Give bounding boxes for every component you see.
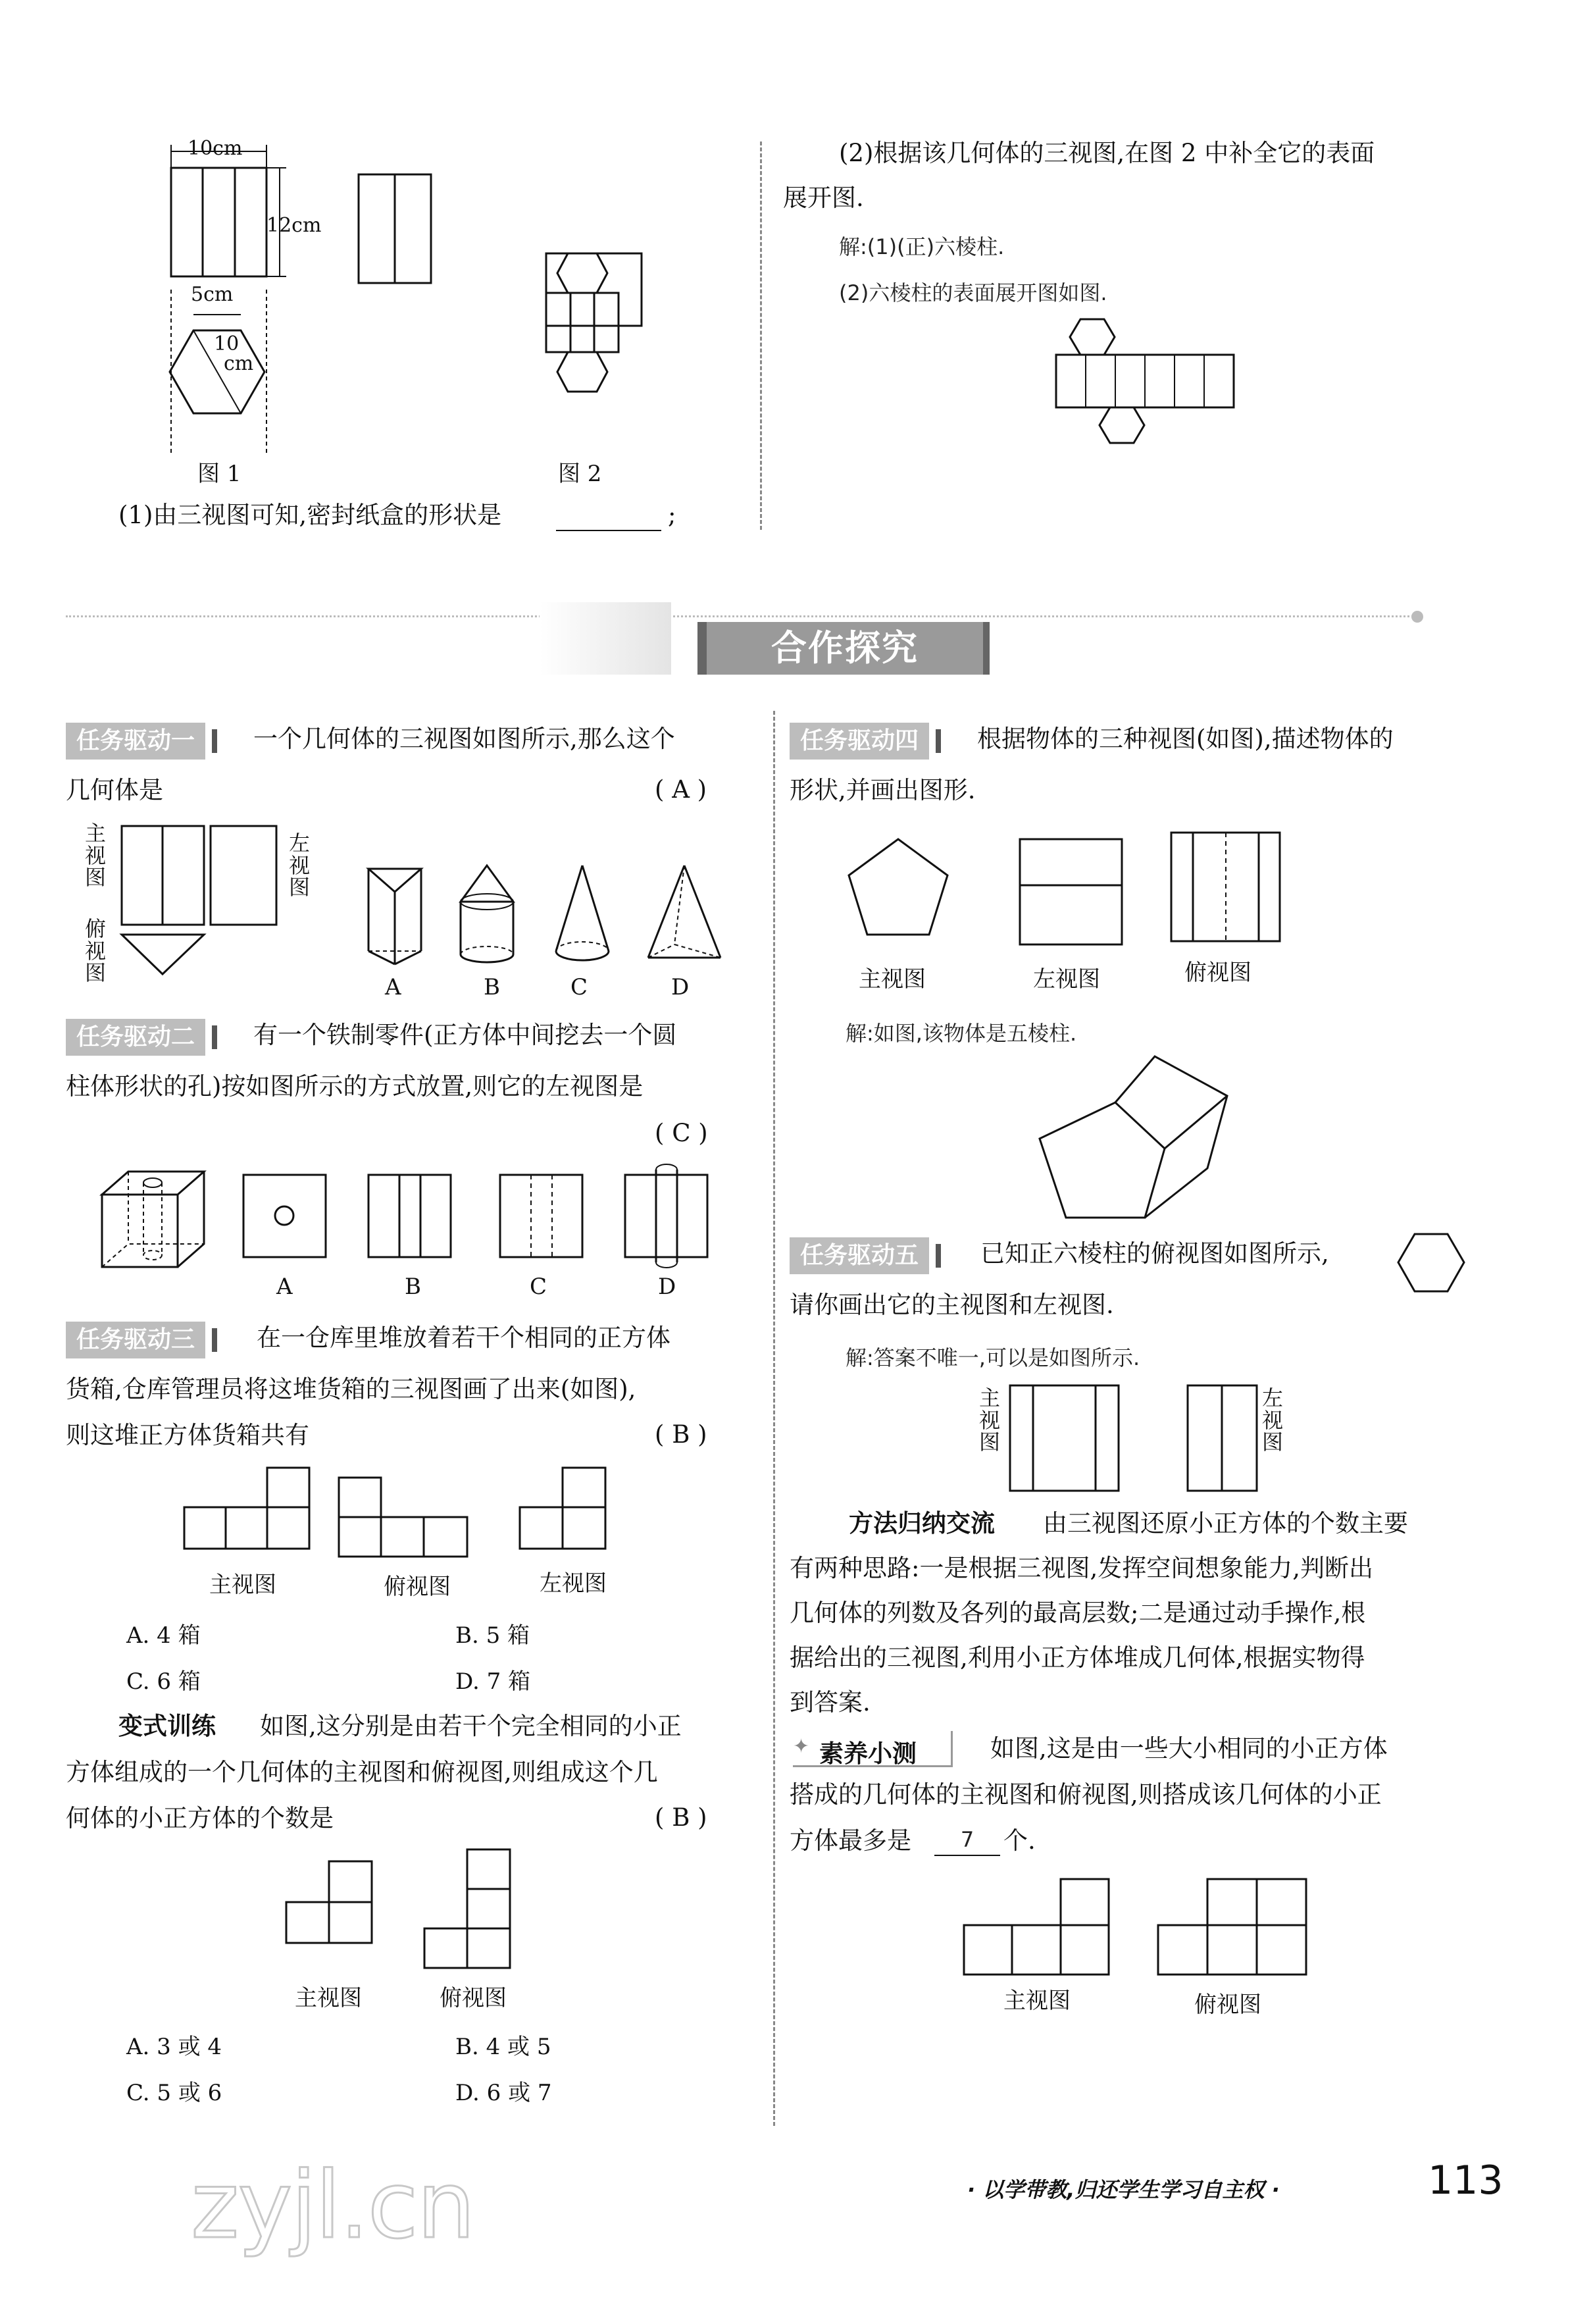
section-header-decoration (540, 602, 671, 675)
watermark: zyjl.cn (191, 2152, 474, 2259)
quiz-text3-pre: 方体最多是 (790, 1826, 911, 1855)
column-divider-main (773, 711, 775, 2126)
task2-option-b[interactable]: B (405, 1274, 421, 1300)
task3-main-view (181, 1468, 313, 1560)
quiz-text2: 搭成的几何体的主视图和俯视图,则搭成该几何体的小正 (790, 1780, 1382, 1809)
task2-text1: 有一个铁制零件(正方体中间挖去一个圆 (253, 1021, 677, 1049)
task3-choice-b[interactable]: B. 5 箱 (455, 1622, 530, 1649)
task3-choice-d[interactable]: D. 7 箱 (455, 1668, 531, 1695)
section-header-band (66, 615, 1421, 619)
task1-option-b[interactable]: B (484, 974, 500, 1000)
method-text3: 几何体的列数及各列的最高层数;二是通过动手操作,根 (790, 1599, 1366, 1627)
dim-width-label: 10cm (188, 137, 243, 160)
task5-left-view (1184, 1382, 1263, 1494)
task2-tag: 任务驱动二 (66, 1019, 205, 1056)
figure-2-caption: 图 2 (558, 461, 602, 487)
quiz-main-view (961, 1876, 1112, 1981)
task2-option-d-view (622, 1166, 714, 1265)
task3-view-main: 主视图 (209, 1572, 276, 1598)
quiz-top-view (1155, 1876, 1313, 1981)
task4-view-top: 俯视图 (1184, 960, 1252, 986)
task4-view-main: 主视图 (859, 966, 926, 993)
quiz-answer-blank[interactable] (934, 1827, 1000, 1856)
task3-text1: 在一仓库里堆放着若干个相同的正方体 (257, 1324, 670, 1352)
task2-answer: ( C ) (655, 1119, 708, 1147)
task1-label-top: 俯视图 (84, 916, 106, 986)
task3-text2: 货箱,仓库管理员将这堆货箱的三视图画了出来(如图), (66, 1375, 636, 1403)
task4-left-view (1017, 836, 1128, 948)
task1-label-main: 主视图 (84, 821, 106, 891)
task2-option-c[interactable]: C (530, 1274, 547, 1300)
section-title (697, 622, 990, 675)
quiz-label: 素养小测 (819, 1740, 917, 1768)
page-number: 113 (1428, 2157, 1504, 2204)
variant-view-main: 主视图 (295, 1985, 362, 2011)
task5-tag: 任务驱动五 (790, 1237, 929, 1274)
dim-5cm-label: 5cm (191, 283, 234, 306)
task3-answer: ( B ) (655, 1420, 707, 1449)
variant-main-view (283, 1853, 382, 1958)
task1-answer: ( A ) (655, 775, 707, 804)
question-2-line1: (2)根据该几何体的三视图,在图 2 中补全它的表面 (839, 139, 1375, 167)
task3-view-left: 左视图 (540, 1570, 607, 1597)
solution-1: 解:(1)(正)六棱柱. (839, 234, 1005, 259)
solution-2: (2)六棱柱的表面展开图如图. (839, 280, 1107, 305)
task5-text2: 请你画出它的主视图和左视图. (790, 1291, 1114, 1319)
variant-choice-c[interactable]: C. 5 或 6 (126, 2080, 222, 2106)
method-text4: 据给出的三视图,利用小正方体堆成几何体,根据实物得 (790, 1643, 1365, 1672)
task2-option-c-view (497, 1172, 589, 1264)
task1-option-d-pyramid (642, 862, 734, 968)
variant-text2: 方体组成的一个几何体的主视图和俯视图,则组成这个几 (66, 1758, 658, 1786)
method-text2: 有两种思路:一是根据三视图,发挥空间想象能力,判断出 (790, 1554, 1373, 1582)
task1-three-views (118, 823, 290, 981)
dim-cm-label: cm (224, 352, 254, 375)
quiz-text1: 如图,这是由一些大小相同的小正方体 (990, 1734, 1388, 1763)
task3-choice-c[interactable]: C. 6 箱 (126, 1668, 201, 1695)
variant-text1: 如图,这分别是由若干个完全相同的小正 (260, 1712, 682, 1740)
dim-10-label: 10 (214, 332, 240, 355)
task2-option-a[interactable]: A (276, 1274, 293, 1300)
quiz-text3-post: 个. (1003, 1826, 1036, 1855)
task1-label-left: 左视图 (288, 831, 310, 900)
task1-option-a-prism (359, 862, 457, 968)
question-1-text: (1)由三视图可知,密封纸盒的形状是 (118, 501, 502, 529)
figure-1-caption: 图 1 (197, 461, 241, 487)
question-1-blank[interactable] (556, 530, 661, 531)
task1-option-c-cone (549, 862, 635, 968)
task3-text3: 则这堆正方体货箱共有 (66, 1421, 309, 1449)
dim-height-label: 12cm (266, 214, 322, 237)
footer-motto: · 以学带教,归还学生学习自主权 · (967, 2177, 1280, 2202)
variant-choice-d[interactable]: D. 6 或 7 (455, 2080, 552, 2106)
task1-text1: 一个几何体的三视图如图所示,那么这个 (253, 725, 675, 753)
task5-solution: 解:答案不唯一,可以是如图所示. (846, 1345, 1140, 1370)
task4-view-left: 左视图 (1033, 966, 1100, 993)
method-label: 方法归纳交流 (849, 1509, 995, 1537)
task2-drilled-cube (99, 1168, 211, 1274)
task1-option-c[interactable]: C (570, 974, 588, 1000)
task2-option-b-view (365, 1172, 457, 1264)
task4-text1: 根据物体的三种视图(如图),描述物体的 (977, 725, 1394, 753)
task5-text1: 已知正六棱柱的俯视图如图所示, (980, 1239, 1329, 1268)
variant-choice-a[interactable]: A. 3 或 4 (126, 2034, 222, 2060)
variant-choice-b[interactable]: B. 4 或 5 (455, 2034, 551, 2060)
task1-tag: 任务驱动一 (66, 723, 205, 760)
task2-text2: 柱体形状的孔)按如图所示的方式放置,则它的左视图是 (66, 1072, 644, 1100)
variant-top-view (421, 1846, 526, 1991)
task4-text2: 形状,并画出图形. (790, 776, 976, 804)
method-text5: 到答案. (790, 1688, 871, 1717)
solution-hexagonal-prism-net (1053, 316, 1263, 454)
task5-hexagon-top-view (1395, 1231, 1474, 1297)
question-2-line2: 展开图. (783, 184, 864, 212)
quiz-star-icon: ✦ (793, 1735, 810, 1758)
column-divider-top (760, 142, 762, 530)
task3-top-view (336, 1474, 474, 1566)
task4-main-view-pentagon (842, 836, 961, 948)
figure-2-hexagon-net (543, 250, 648, 421)
quiz-view-main: 主视图 (1003, 1988, 1071, 2014)
task1-option-b-cone-cylinder (454, 862, 540, 968)
section-header-dot (1411, 611, 1423, 623)
task3-choice-a[interactable]: A. 4 箱 (126, 1622, 201, 1649)
task5-main-view (1007, 1382, 1125, 1494)
task4-pentagonal-prism (1036, 1053, 1247, 1224)
task1-text2: 几何体是 (66, 776, 163, 804)
task3-view-top: 俯视图 (384, 1574, 451, 1600)
variant-answer: ( B ) (655, 1803, 707, 1832)
quiz-view-top: 俯视图 (1194, 1992, 1261, 2018)
variant-text3: 何体的小正方体的个数是 (66, 1804, 334, 1832)
question-1-end: ; (668, 501, 676, 529)
section-title-text: 合作探究 (771, 627, 919, 669)
task1-option-d[interactable]: D (671, 974, 690, 1000)
task4-top-view (1168, 829, 1286, 941)
method-text1: 由三视图还原小正方体的个数主要 (1043, 1509, 1408, 1537)
task2-option-a-view (240, 1172, 332, 1264)
task4-tag: 任务驱动四 (790, 723, 929, 760)
task4-solution: 解:如图,该物体是五棱柱. (846, 1021, 1077, 1046)
task5-label-main: 主视图 (978, 1385, 1000, 1455)
figure-1-three-views (151, 132, 349, 461)
task3-tag: 任务驱动三 (66, 1322, 205, 1358)
task3-left-view (517, 1468, 609, 1560)
task2-option-d[interactable]: D (658, 1274, 676, 1300)
task1-option-a[interactable]: A (385, 974, 401, 1000)
quiz-label-box (793, 1731, 953, 1767)
variant-label: 变式训练 (118, 1712, 216, 1740)
task5-label-left: 左视图 (1261, 1385, 1283, 1455)
quiz-answer: 7 (960, 1827, 974, 1852)
variant-view-top: 俯视图 (440, 1985, 507, 2011)
